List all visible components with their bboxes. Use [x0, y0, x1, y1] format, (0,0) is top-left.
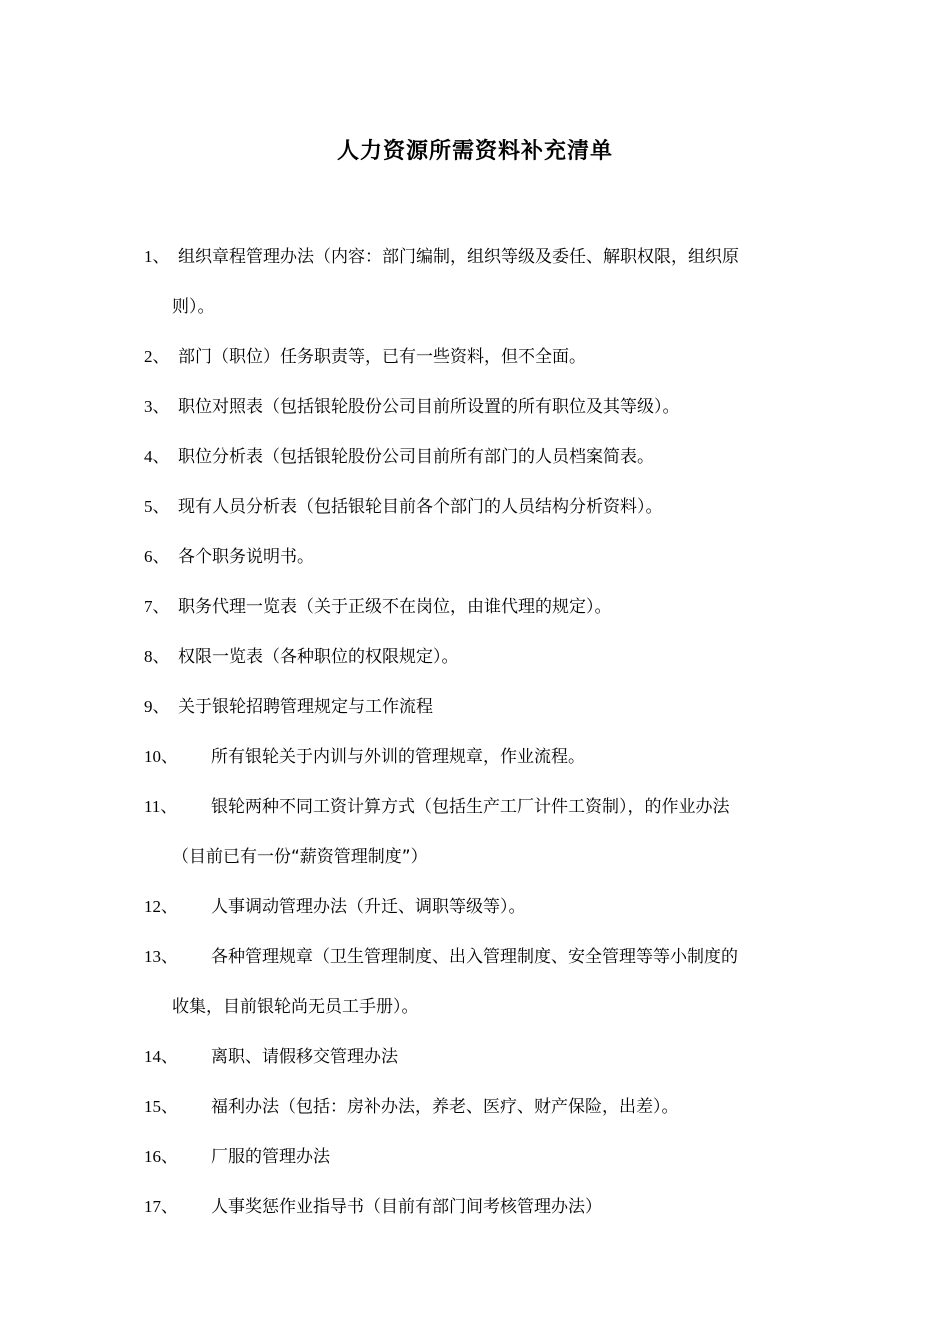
list-item — [144, 882, 814, 932]
item-number: 14、 — [144, 1047, 178, 1066]
item-number: 3、 — [144, 397, 170, 416]
list-item — [144, 482, 814, 532]
item-number: 15、 — [144, 1097, 178, 1116]
item-text: 关于银轮招聘管理规定与工作流程 — [178, 697, 433, 717]
item-text: 福利办法（包括：房补办法，养老、医疗、财产保险，出差）。 — [211, 1097, 679, 1117]
item-number: 1、 — [144, 247, 170, 266]
item-number: 16、 — [144, 1147, 178, 1166]
item-text: 现有人员分析表（包括银轮目前各个部门的人员结构分析资料）。 — [178, 497, 663, 517]
list-item — [144, 632, 814, 682]
item-number: 4、 — [144, 447, 170, 466]
item-text: 部门（职位）任务职责等，已有一些资料，但不全面。 — [178, 347, 586, 367]
list-item — [144, 1182, 814, 1232]
item-text: 各种管理规章（卫生管理制度、出入管理制度、安全管理等等小制度的 — [211, 947, 738, 967]
item-number: 6、 — [144, 547, 170, 566]
item-text-continued: 收集，目前银轮尚无员工手册）。 — [172, 997, 419, 1017]
list-item — [144, 432, 814, 482]
item-number: 12、 — [144, 897, 178, 916]
item-number: 17、 — [144, 1197, 178, 1216]
list-item — [144, 532, 814, 582]
item-number: 9、 — [144, 697, 170, 716]
item-number: 13、 — [144, 947, 178, 966]
item-text-continued: 则）。 — [172, 297, 215, 317]
list-item — [144, 932, 814, 1032]
item-text: 组织章程管理办法（内容：部门编制，组织等级及委任、解职权限，组织原 — [178, 247, 739, 267]
item-text: 职位对照表（包括银轮股份公司目前所设置的所有职位及其等级）。 — [178, 397, 680, 417]
item-text: 各个职务说明书。 — [178, 547, 314, 567]
item-number: 10、 — [144, 747, 178, 766]
item-text: 人事调动管理办法（升迁、调职等级等）。 — [211, 897, 526, 917]
list-item — [144, 1032, 814, 1082]
list-item — [144, 332, 814, 382]
list-item — [144, 1082, 814, 1132]
list-item — [144, 682, 814, 732]
list-item — [144, 382, 814, 432]
item-number: 8、 — [144, 647, 170, 666]
item-number: 5、 — [144, 497, 170, 516]
item-text: 权限一览表（各种职位的权限规定）。 — [178, 647, 459, 667]
list-item — [144, 582, 814, 632]
list-item — [144, 1132, 814, 1182]
item-text: 人事奖惩作业指导书（目前有部门间考核管理办法） — [211, 1197, 602, 1217]
item-text: 职位分析表（包括银轮股份公司目前所有部门的人员档案简表。 — [178, 447, 654, 467]
item-number: 2、 — [144, 347, 170, 366]
list-item — [144, 732, 814, 782]
item-text: 所有银轮关于内训与外训的管理规章，作业流程。 — [211, 747, 585, 767]
item-text: 职务代理一览表（关于正级不在岗位，由谁代理的规定）。 — [178, 597, 612, 617]
item-text: 银轮两种不同工资计算方式（包括生产工厂计件工资制），的作业办法 — [211, 797, 730, 817]
requirements-list — [144, 232, 814, 1232]
list-item — [144, 782, 814, 882]
item-text: 离职、请假移交管理办法 — [211, 1047, 398, 1067]
document-title: 人力资源所需资料补充清单 — [336, 139, 613, 164]
list-item — [144, 232, 814, 332]
item-text: 厂服的管理办法 — [211, 1147, 330, 1167]
item-number: 11、 — [144, 797, 178, 816]
item-text-continued: （目前已有一份“薪资管理制度”） — [172, 847, 428, 867]
item-number: 7、 — [144, 597, 170, 616]
